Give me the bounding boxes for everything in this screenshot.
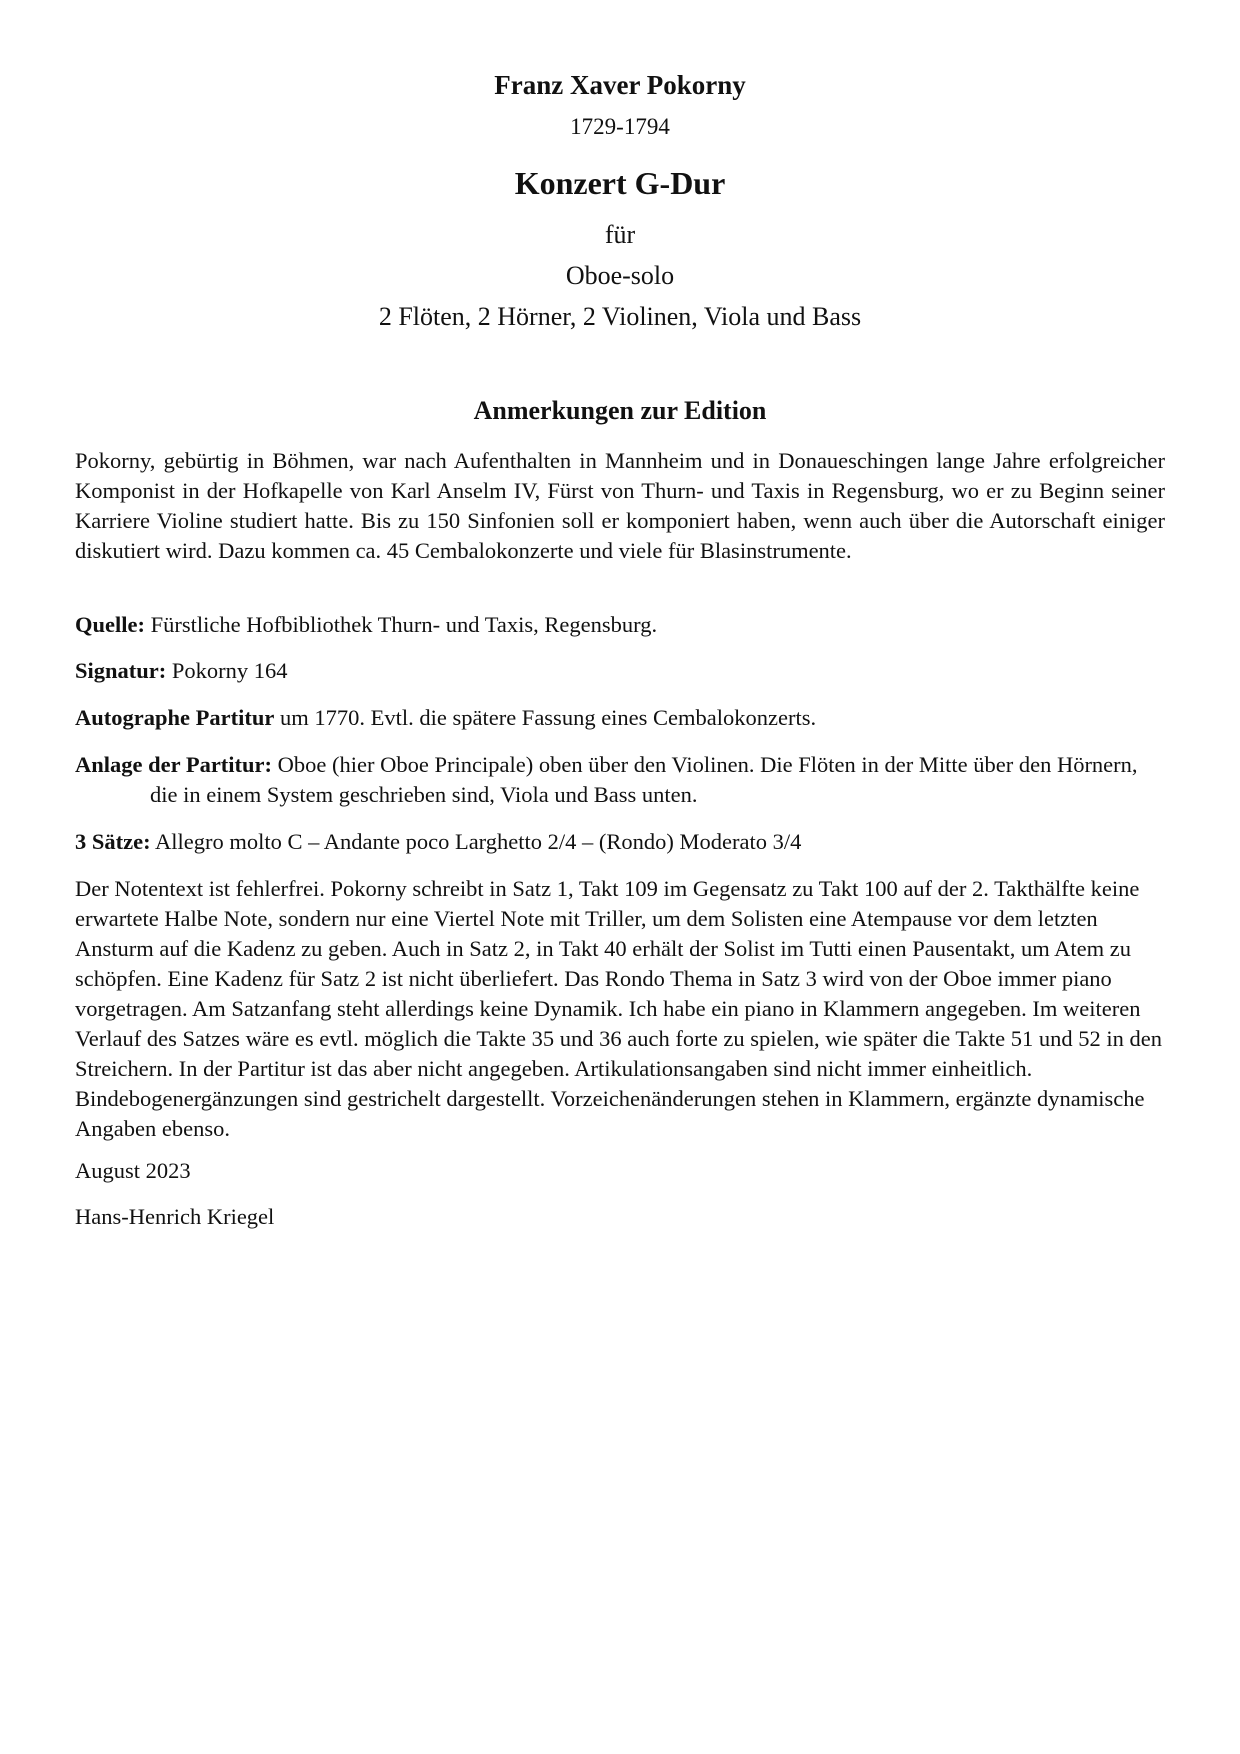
edition-date: August 2023 (75, 1158, 191, 1183)
instrumentation: 2 Flöten, 2 Hörner, 2 Violinen, Viola und Bass (378, 302, 862, 331)
movements-paragraph (75, 827, 1165, 857)
editorial-notes-paragraph: Der Notentext ist fehlerfrei. Pokorny schreibt in Satz 1, Takt 109 im Gegensatz zu Takt 100 auf der 2. Takthälfte keine erwartete Halbe Note, sondern nur eine Viertel Note mit Triller, um dem Solisten eine Atempause vor dem letzten Ansturm auf die Kadenz zu geben. Auch in Satz 2, in Takt 40 erhält der Solist im Tutti einen Pausentakt, um Atem zu schöpfen. Eine Kadenz für Satz 2 ist nicht überliefert. Das Rondo Thema in Satz 3 wird von der Oboe immer piano vorgetragen. Am Satzanfang steht allerdings keine Dynamik. Ich habe ein piano in Klammern angegeben. Im weiteren Verlauf des Satzes wäre es evtl. möglich die Takte 35 und 36 auch forte zu spielen, wie später die Takte 51 und 52 in den Streichern. In der Partitur ist das aber nicht angegeben. Artikulationsangaben sind nicht immer einheitlich. Bindebogenergänzungen sind gestrichelt dargestellt. Vorzeichenänderungen stehen in Klammern, ergänzte dynamische Angaben ebenso. (75, 876, 1162, 1141)
autograph-paragraph (75, 703, 1165, 733)
source-text: Fürstliche Hofbibliothek Thurn- und Taxis, Regensburg. (144, 612, 658, 637)
for-label: für (604, 220, 636, 249)
solo-instrument: Oboe-solo (565, 261, 675, 290)
composer-name: Franz Xaver Pokorny (494, 70, 746, 100)
composer-dates: 1729-1794 (570, 114, 670, 139)
source-label: Quelle: (75, 612, 145, 637)
movements-label: 3 Sätze: (75, 829, 151, 854)
autograph-text: um 1770. Evtl. die spätere Fassung eines Cembalokonzerts. (274, 705, 817, 730)
movements-text: Allegro molto C – Andante poco Larghetto 2/4 – (Rondo) Moderato 3/4 (150, 829, 802, 854)
intro-paragraph: Pokorny, gebürtig in Böhmen, war nach Aufenthalten in Mannheim und in Donaueschingen lange Jahre erfolgreicher Komponist in der Hofkapelle von Karl Anselm IV, Fürst von Thurn- und Taxis in Regensburg, wo er zu Beginn seiner Karriere Violine studiert hatte. Bis zu 150 Sinfonien soll er komponiert haben, wenn auch über die Autorschaft einiger diskutiert wird. Dazu kommen ca. 45 Cembalokonzerte und viele für Blasinstrumente. (75, 448, 1165, 563)
signature-paragraph (75, 656, 1165, 686)
score-layout-paragraph (75, 750, 1165, 810)
score-layout-label: Anlage der Partitur: (75, 752, 273, 777)
signature-label: Signatur: (75, 658, 167, 683)
score-layout-text: Oboe (hier Oboe Principale) oben über den Violinen. Die Flöten in der Mitte über den Hörnern, die in einem System geschrieben sind, Viola und Bass unten. (150, 752, 1138, 807)
section-heading: Anmerkungen zur Edition (473, 396, 767, 425)
source-paragraph (75, 610, 1165, 640)
autograph-label: Autographe Partitur (75, 705, 275, 730)
signature-text: Pokorny 164 (166, 658, 288, 683)
editor-name: Hans-Henrich Kriegel (75, 1204, 275, 1229)
work-title: Konzert G-Dur (514, 165, 726, 201)
